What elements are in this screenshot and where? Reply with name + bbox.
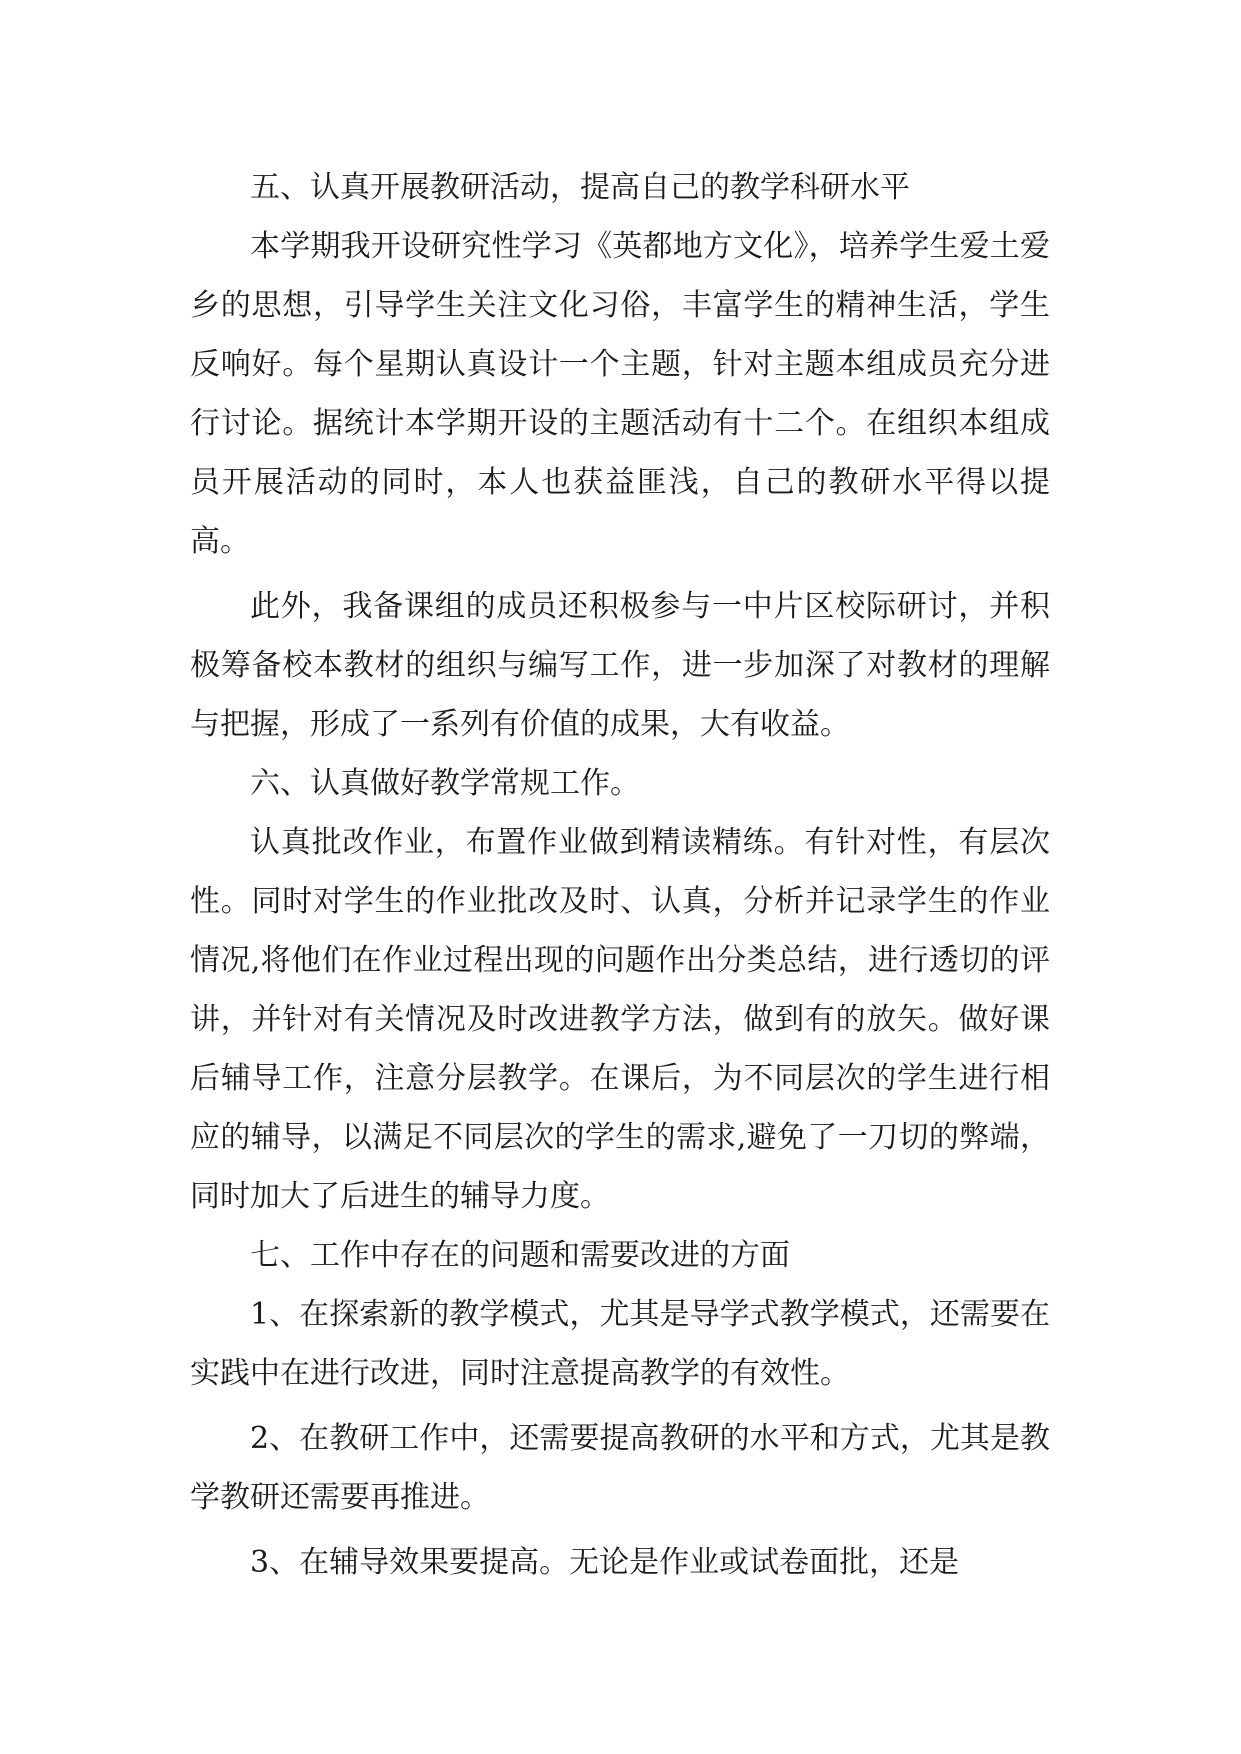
list-item-1: 1、在探索新的教学模式，尤其是导学式教学模式，还需要在实践中在进行改进，同时注意提高教学的有效性。 xyxy=(190,1297,1050,1391)
section-heading-6: 六、认真做好教学常规工作。 xyxy=(250,766,640,801)
section-heading-5: 五、认真开展教研活动，提高自己的教学科研水平 xyxy=(250,170,910,205)
document-body xyxy=(190,158,1050,1592)
section-heading-7: 七、工作中存在的问题和需要改进的方面 xyxy=(250,1238,790,1273)
paragraph-homework: 认真批改作业，布置作业做到精读精练。有针对性，有层次性。同时对学生的作业批改及时、认真，分析并记录学生的作业情况,将他们在作业过程出现的问题作出分类总结，进行透切的评讲，并针对有关情况及时改进教学方法，做到有的放矢。做好课后辅导工作，注意分层教学。在课后，为不同层次的学生进行相应的辅导，以满足不同层次的学生的需求,避免了一刀切的弊端，同时加大了后进生的辅导力度。 xyxy=(190,825,1050,1214)
list-item-2: 2、在教研工作中，还需要提高教研的水平和方式，尤其是教学教研还需要再推进。 xyxy=(190,1421,1050,1515)
paragraph-collaboration: 此外，我备课组的成员还积极参与一中片区校际研讨，并积极筹备校本教材的组织与编写工作，进一步加深了对教材的理解与把握，形成了一系列有价值的成果，大有收益。 xyxy=(190,589,1050,742)
paragraph-research-course: 本学期我开设研究性学习《英都地方文化》，培养学生爱土爱乡的思想，引导学生关注文化习俗，丰富学生的精神生活，学生反响好。每个星期认真设计一个主题，针对主题本组成员充分进行讨论。据统计本学期开设的主题活动有十二个。在组织本组成员开展活动的同时，本人也获益匪浅，自己的教研水平得以提高。 xyxy=(190,229,1050,559)
list-item-3: 3、在辅导效果要提高。无论是作业或试卷面批，还是 xyxy=(250,1545,960,1580)
